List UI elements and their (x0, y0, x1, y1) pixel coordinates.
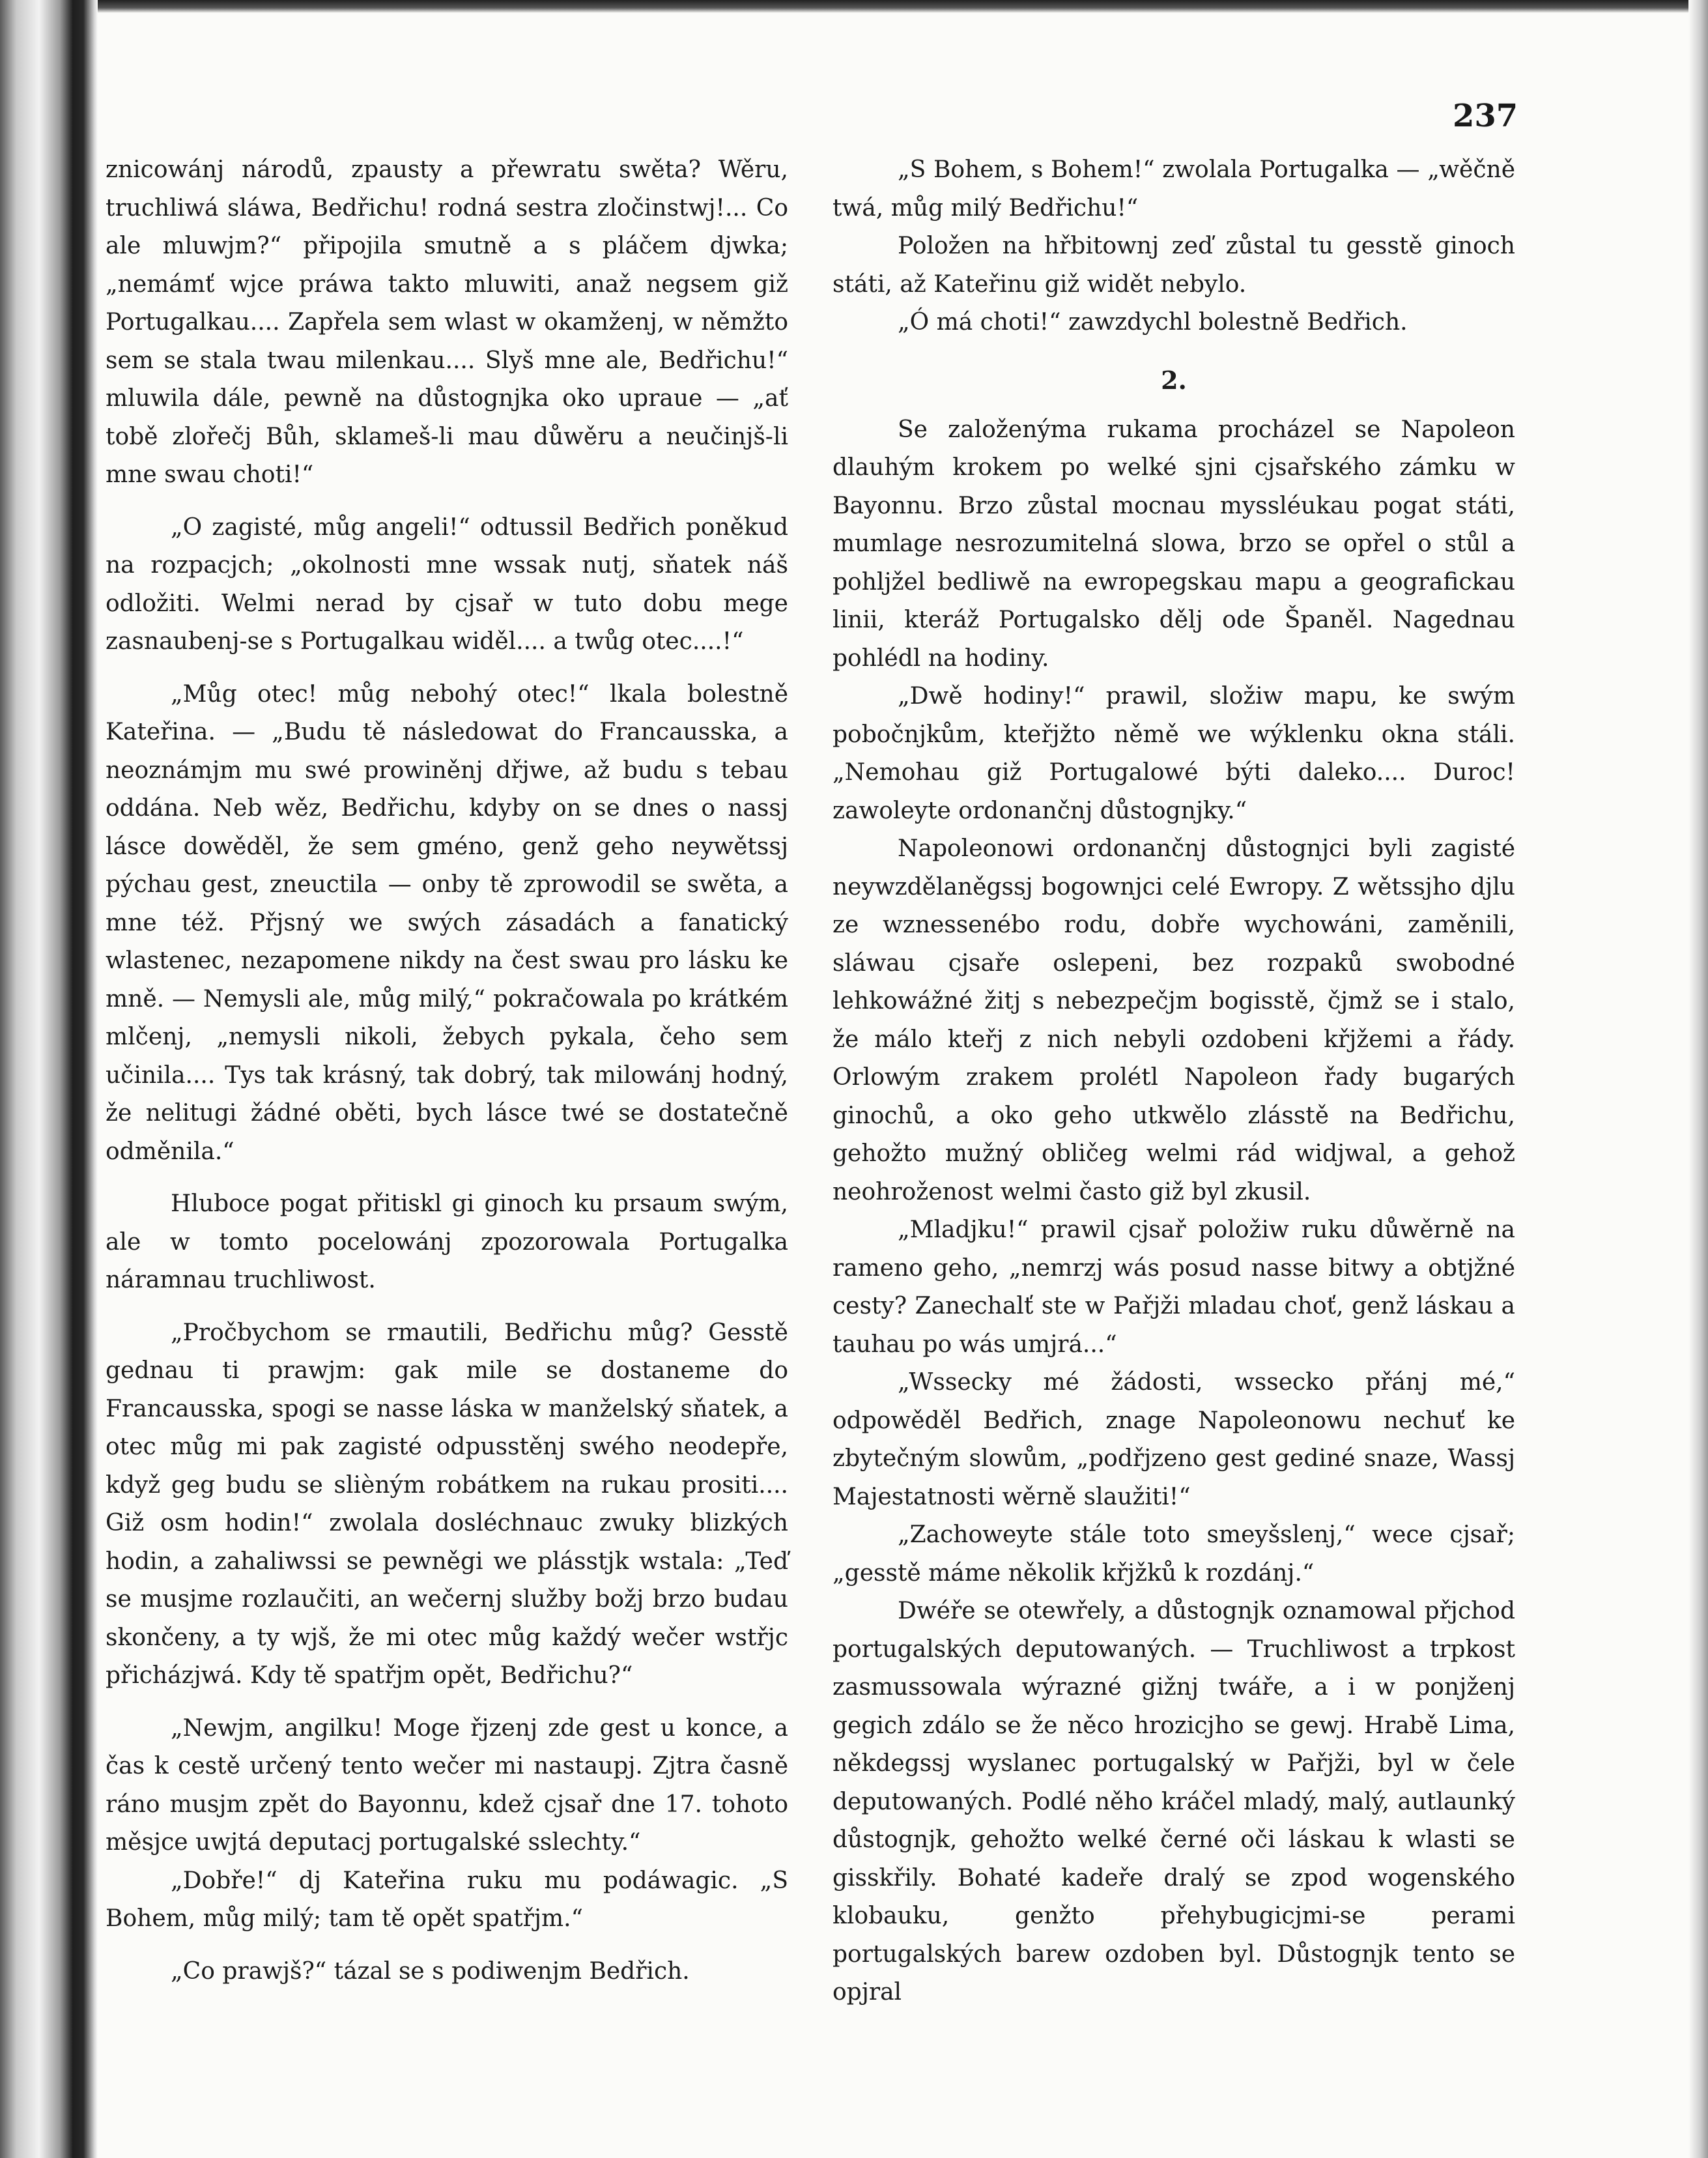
paragraph: „Můg otec! můg nebohý otec!“ lkala bolestně Kateřina. — „Budu tě následowat do Francausska, a neoznámjm mu swé prowiněnj dřjwe, až budu s tebau oddána. Neb wěz, Bedřichu, kdyby on se dnes o nassj lásce dowěděl, že sem gméno, genž geho neywětssj pýchau gest, zneuctila — onby tě zprowodil se swěta, a mne též. Přjsný we swých zásadách a fanatický wlastenec, nezapomene nikdy na čest swau pro lásku ke mně. — Nemysli ale, můg milý,“ pokračowala po krátkém mlčenj, „nemysli nikoli, žebych pykala, čeho sem učinila.... Tys tak krásný, tak dobrý, tak milowánj hodný, že nelitugi žádné oběti, bych lásce twé se dostatečně odměnila.“ (106, 680, 788, 1165)
paragraph: „Newjm, angilku! Moge řjzenj zde gest u konce, a čas k cestě určený tento wečer mi nastaupj. Zjtra časně ráno musjm zpět do Bayonnu, kdež cjsař dne 17. tohoto měsjce uwjtá deputacj portugalské sslechty.“ (106, 1714, 788, 1856)
paragraph: „Mladjku!“ prawil cjsař položiw ruku důwěrně na rameno geho, „nemrzj wás posud nasse bitwy a obtjžné cesty? Zanechalť ste w Pařjži mladau choť, genž láskau a tauhau po wás umjrá...“ (833, 1216, 1515, 1358)
scan-right-edge (1688, 0, 1708, 2158)
left-column (106, 151, 788, 1991)
paragraph: „Co prawjš?“ tázal se s podiwenjm Bedřich. (171, 1957, 690, 1985)
paragraph: Se založenýma rukama procházel se Napoleon dlauhým krokem po welké sjni cjsařského zámku w Bayonnu. Brzo zůstal mocnau myssléukau pogat státi, mumlage nesrozumitelná slowa, brzo se opřel o stůl a pohljžel bedliwě na ewropegskau mapu a geografickau linii, kteráž Portugalsko dělj ode Španěl. Nagednau pohlédl na hodiny. (833, 416, 1515, 672)
page-number: 237 (1453, 98, 1518, 134)
right-column (833, 151, 1515, 2012)
paragraph: „O zagisté, můg angeli!“ odtussil Bedřich poněkud na rozpacjch; „okolnosti mne wssak nutj, sňatek náš odložiti. Welmi nerad by cjsař w tuto dobu mege zasnaubenj-se s Portugalkau widěl.... a twůg otec....!“ (106, 513, 788, 655)
scan-top-edge (0, 0, 1708, 13)
paragraph: „Dwě hodiny!“ prawil, složiw mapu, ke swým pobočnjkům, kteřjžto němě we wýklenku okna stáli. „Nemohau giž Portugalowé býti daleko.... Duroc! zawoleyte ordonančnj důstognjky.“ (833, 683, 1515, 824)
paragraph: „Zachoweyte stále toto smeyšslenj,“ wece cjsař; „gesstě máme několik křjžků k rozdánj.“ (833, 1521, 1515, 1587)
paragraph: Hluboce pogat přitiskl gi ginoch ku prsaum swým, ale w tomto pocelowánj zpozorowala Portugalka náramnau truchliwost. (106, 1190, 788, 1293)
paragraph: Položen na hřbitownj zeď zůstal tu gesstě ginoch státi, až Kateřinu giž widět nebylo. (833, 233, 1515, 298)
paragraph: „Pročbychom se rmautili, Bedřichu můg? Gesstě gednau ti prawjm: gak mile se dostaneme do Francausska, spogi se nasse láska w manželský sňatek, a otec můg mi pak zagisté odpusstěnj swého neodepře, když geg budu se slièným robátkem na rukau prositi.... Giž osm hodin!“ zwolala dosléchnauc zwuky blizkých hodin, a zahaliwssi se pewněgi we plásstjk wstala: „Teď se musjme rozlaučiti, an wečernj služby božj brzo budau skončeny, a ty wjš, že mi otec můg každý wečer wstřjc přicházjwá. Kdy tě spatřjm opět, Bedřichu?“ (106, 1319, 788, 1689)
section-heading: 2. (1161, 365, 1187, 395)
paragraph: znicowánj národů, zpausty a přewratu swěta? Wěru, truchliwá sláwa, Bedřichu! rodná sestra zločinstwj!... Co ale mluwjm?“ připojila smutně a s pláčem djwka; „nemámť wjce práwa takto mluwiti, anaž negsem giž Portugalkau.... Zapřela sem wlast w okamženj, w němžto sem se stala twau milenkau.... Slyš mne ale, Bedřichu!“ mluwila dále, pewně na důstognjka oko upraue — „ať tobě zlořečj Bůh, sklameš-li mau důwěru a neučinjš-li mne swau choti!“ (106, 156, 788, 488)
paragraph: Dwéře se otewřely, a důstognjk oznamowal přjchod portugalských deputowaných. — Truchliwost a trpkost zasmussowala wýrazné gižnj twáře, a i w ponjženj gegich zdálo se že něco hrozicjho se gewj. Hrabě Lima, někdegssj wyslanec portugalský w Pařjži, byl w čele deputowaných. Podlé něho kráčel mladý, malý, autlaunký důstognjk, gehožto welké černé oči láskau k wlasti se gisskřily. Bohaté kadeře dralý se zpod wogenského klobauku, genžto přehybugicjmi-se perami portugalských barew ozdoben byl. Důstognjk tento se opjral (833, 1598, 1515, 2006)
book-spine-edge (0, 0, 98, 2158)
paragraph: „Ó má choti!“ zawzdychl bolestně Bedřich. (898, 309, 1408, 336)
paragraph: „Dobře!“ dj Kateřina ruku mu podáwagic. „S Bohem, můg milý; tam tě opět spatřjm.“ (106, 1867, 788, 1932)
paragraph: „Wssecky mé žádosti, wssecko přánj mé,“ odpowěděl Bedřich, znage Napoleonowu nechuť ke zbytečným slowům, „podřjzeno gest gediné snaze, Wassj Majestatnosti wěrně slaužiti!“ (833, 1369, 1515, 1510)
paragraph: „S Bohem, s Bohem!“ zwolala Portugalka — „wěčně twá, můg milý Bedřichu!“ (833, 156, 1515, 222)
paragraph: Napoleonowi ordonančnj důstognjci byli zagisté neywzdělaněgssj bogownjci celé Ewropy. Z wětssjho djlu ze wznessenébo rodu, dobře wychowáni, zaměnili, sláwau cjsaře oslepeni, bez rozpaků swobodné lehkowážné žitj s nebezpečjm bogisstě, čjmž se i stalo, že málo kteřj z nich nebyli ozdobeni křjžemi a řády. Orlowým zrakem prolétl Napoleon řady bugarých ginochů, a oko geho utkwělo zlásstě na Bedřichu, gehožto mužný obličeg welmi rád widjwal, a gehož neohroženost welmi často giž byl zkusil. (833, 835, 1515, 1205)
